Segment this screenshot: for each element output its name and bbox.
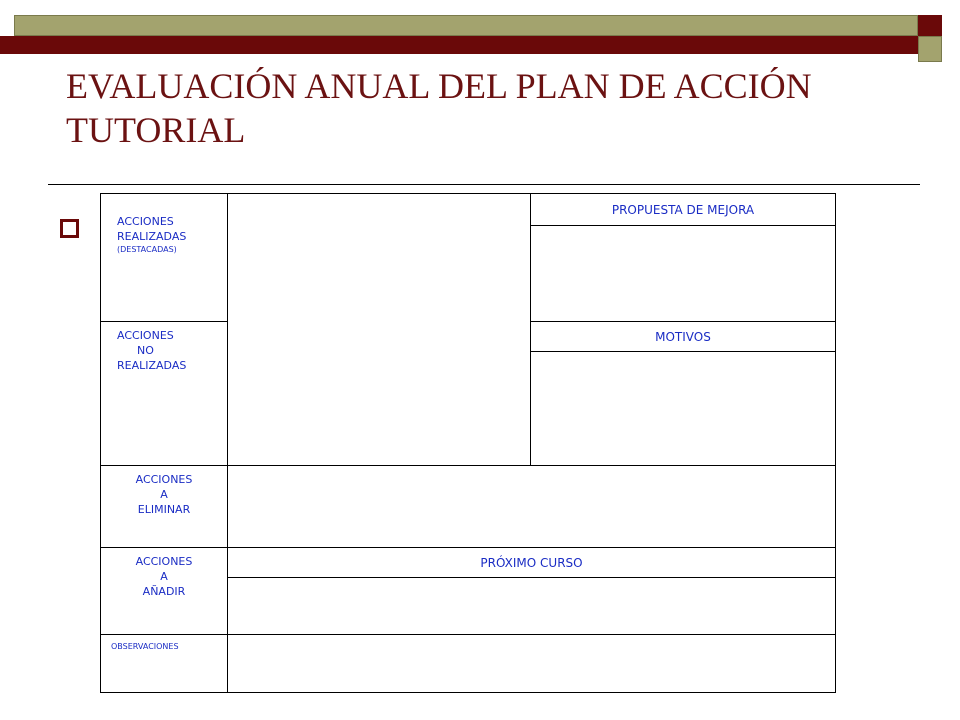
label-line: REALIZADAS [117, 359, 187, 372]
slide-title: EVALUACIÓN ANUAL DEL PLAN DE ACCIÓN TUTORIAL [66, 66, 812, 150]
label-line: A [160, 570, 168, 583]
header-propuesta-de-mejora: PROPUESTA DE MEJORA [531, 194, 836, 226]
label-acciones-realizadas [101, 194, 228, 322]
header-motivos: MOTIVOS [531, 322, 836, 352]
label-line: ACCIONES [117, 329, 174, 342]
label-line: (DESTACADAS) [117, 245, 177, 254]
label-observaciones [101, 635, 228, 693]
label-acciones-no-realizadas [101, 322, 228, 466]
header-square-maroon [918, 15, 942, 36]
label-line: ELIMINAR [137, 503, 191, 516]
evaluation-table [100, 193, 836, 693]
label-line: REALIZADAS [117, 230, 187, 243]
header-bar-maroon [0, 36, 918, 54]
cell-proximo-curso-content[interactable] [228, 578, 836, 635]
header-bar-olive [14, 15, 918, 36]
cell-motivos-content[interactable] [531, 352, 836, 466]
label-line: A [160, 488, 168, 501]
title-divider [48, 184, 920, 185]
label-line: NO [137, 344, 154, 357]
header-square-olive [918, 36, 942, 62]
cell-eliminar-content[interactable] [228, 466, 836, 548]
header-proximo-curso: PRÓXIMO CURSO [228, 548, 836, 578]
label-line: ACCIONES [135, 473, 193, 486]
label-line: OBSERVACIONES [111, 642, 179, 651]
label-line: ACCIONES [135, 555, 193, 568]
cell-propuesta-content[interactable] [531, 226, 836, 322]
label-acciones-eliminar [101, 466, 228, 548]
label-line: ACCIONES [117, 215, 174, 228]
label-acciones-anadir [101, 548, 228, 635]
cell-observaciones-content[interactable] [228, 635, 836, 693]
label-line: AÑADIR [142, 585, 186, 598]
cell-acciones-content[interactable] [228, 194, 531, 466]
square-bullet-icon [60, 219, 79, 238]
